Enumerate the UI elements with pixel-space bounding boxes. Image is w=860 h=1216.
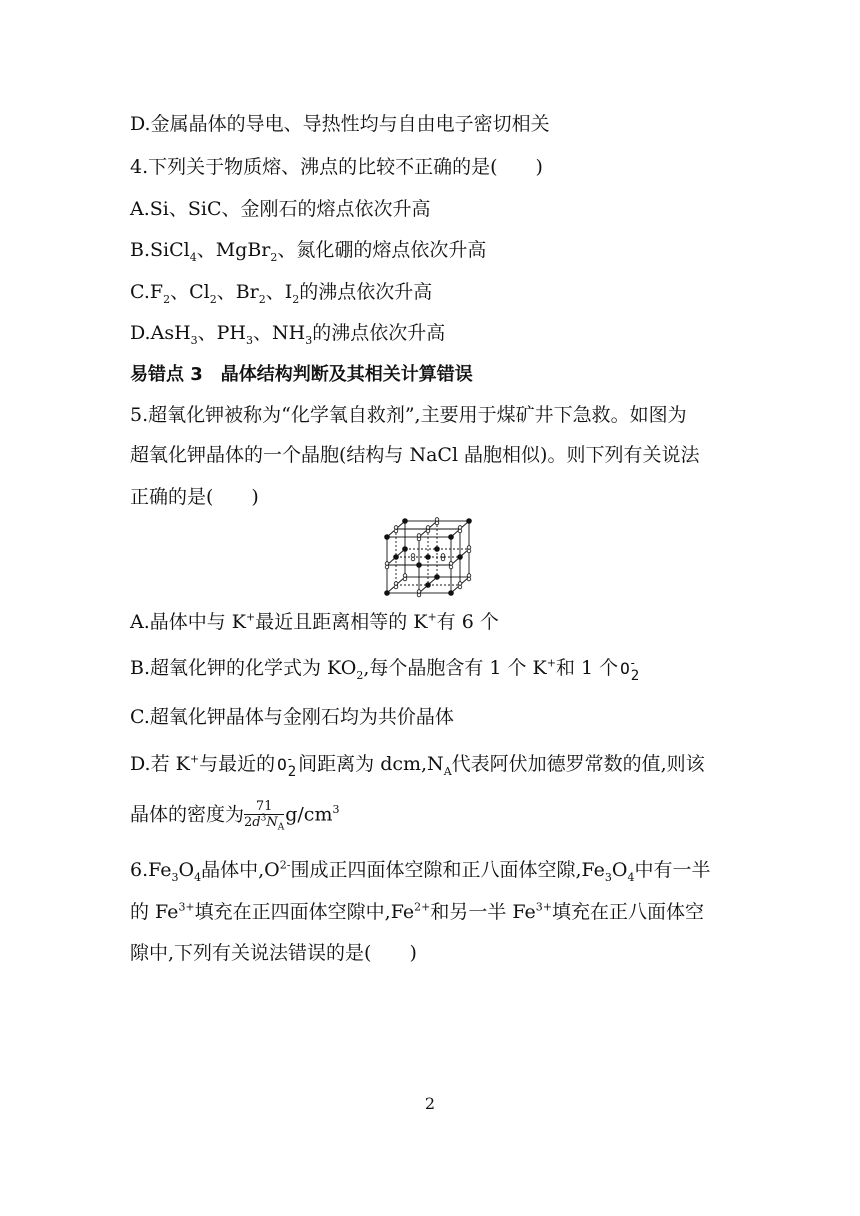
- subscript: 2: [292, 292, 300, 306]
- fraction-denominator: [244, 815, 284, 831]
- subscript: 3: [190, 333, 198, 347]
- text: 和 1 个: [555, 657, 619, 679]
- text: 的沸点依次升高: [299, 281, 433, 303]
- heading-text: 易错点 3 晶体结构判断及其相关计算错误: [130, 364, 473, 385]
- subscript: 4: [194, 870, 202, 884]
- question-6-line-3: [130, 941, 417, 965]
- text: C.超氧化钾晶体与金刚石均为共价晶体: [130, 706, 454, 728]
- ion-symbol: O: [620, 659, 630, 678]
- section-heading: [130, 363, 473, 387]
- question-4: [130, 155, 543, 179]
- text: 、MgBr: [196, 239, 271, 261]
- den-exponent: 3: [260, 813, 267, 824]
- option-c-q5: [130, 705, 454, 729]
- text: D.若 K: [130, 753, 190, 775]
- text: O: [611, 859, 628, 881]
- text: 隙中,下列有关说法错误的是( ): [130, 942, 417, 964]
- ion-symbol: O: [277, 755, 287, 774]
- text: A.Si、SiC、金刚石的熔点依次升高: [130, 198, 431, 220]
- option-a-q5: [130, 610, 499, 634]
- text: 填充在正八面体空: [551, 901, 704, 923]
- question-5-line-3: [130, 485, 259, 509]
- subscript: 3: [305, 333, 313, 347]
- question-6-line-2: [130, 900, 704, 924]
- text: B.SiCl: [130, 239, 190, 261]
- option-c-q4: [130, 280, 432, 304]
- superscript: 3+: [178, 900, 195, 914]
- text: ,每个晶胞含有 1 个 K: [363, 657, 547, 679]
- subscript: 3: [171, 870, 179, 884]
- text: 晶体中,O: [201, 859, 280, 881]
- crystal-cell-diagram: [383, 515, 475, 599]
- question-5-line-1: [130, 403, 687, 427]
- superoxide-ion: [620, 657, 639, 682]
- text: 超氧化钾晶体的一个晶胞(结构与 NaCl 晶胞相似)。则下列有关说法: [130, 444, 700, 466]
- text: 和另一半 Fe: [430, 901, 536, 923]
- subscript: 4: [189, 250, 197, 264]
- page-number: 2: [424, 1094, 436, 1113]
- text: C.F: [130, 281, 164, 303]
- text: 、PH: [197, 322, 246, 344]
- text: D.金属晶体的导电、导热性均与自由电子密切相关: [130, 113, 550, 135]
- text: 的沸点依次升高: [312, 322, 446, 344]
- text: B.超氧化钾的化学式为 KO: [130, 657, 357, 679]
- text: A.晶体中与 K: [130, 611, 246, 633]
- text: 4.下列关于物质熔、沸点的比较不正确的是( ): [130, 156, 543, 178]
- text: 的 Fe: [130, 901, 179, 923]
- text: 正确的是( ): [130, 486, 259, 508]
- option-d-q4: [130, 321, 445, 345]
- superscript: 2+: [414, 900, 431, 914]
- text: 5.超氧化钾被称为“化学氧自救剂”,主要用于煤矿井下急救。如图为: [130, 404, 687, 426]
- superscript: 3: [332, 803, 340, 817]
- subscript: 2: [258, 292, 266, 306]
- text: 围成正四面体空隙和正八面体空隙,Fe: [290, 859, 605, 881]
- den-subscript: A: [277, 822, 285, 833]
- subscript: 2: [270, 250, 278, 264]
- subscript: 4: [627, 870, 635, 884]
- text: 填充在正四面体空隙中,Fe: [194, 901, 415, 923]
- text: 6.Fe: [130, 859, 172, 881]
- question-6-line-1: [130, 858, 710, 882]
- text: 、I: [265, 281, 293, 303]
- subscript: 3: [604, 870, 612, 884]
- subscript: 3: [246, 333, 253, 347]
- superscript: +: [427, 610, 437, 624]
- text: 、NH: [253, 322, 306, 344]
- text: D.AsH: [130, 322, 191, 344]
- option-d-q5-line-1: [130, 752, 705, 778]
- text: g/cm: [285, 803, 333, 826]
- text: 、氮化硼的熔点依次升高: [277, 239, 487, 261]
- text: 间距离为 dcm,N: [298, 753, 444, 775]
- density-fraction: [244, 800, 284, 831]
- subscript: A: [443, 764, 452, 778]
- ion-subscript: 2: [630, 668, 640, 684]
- superscript: +: [546, 656, 556, 670]
- text: 中有一半: [634, 859, 711, 881]
- option-a-q4: [130, 197, 431, 221]
- option-d-q3: [130, 112, 550, 136]
- ion-charge: -: [286, 752, 294, 766]
- text: 最近且距离相等的 K: [255, 611, 428, 633]
- den-part: N: [266, 815, 278, 830]
- subscript: 2: [356, 668, 364, 682]
- question-5-line-2: [130, 443, 699, 467]
- text: 晶体的密度为: [130, 803, 245, 826]
- superscript: 2-: [279, 858, 291, 872]
- ion-subscript: 2: [287, 764, 297, 780]
- text: 、Cl: [170, 281, 210, 303]
- subscript: 2: [163, 292, 171, 306]
- text: 、Br: [216, 281, 259, 303]
- superoxide-ion: [277, 753, 296, 778]
- superscript: +: [246, 610, 256, 624]
- option-b-q4: [130, 238, 486, 262]
- ion-charge: -: [629, 656, 637, 670]
- subscript: 2: [209, 292, 217, 306]
- option-b-q5: [130, 656, 641, 682]
- superscript: +: [189, 752, 200, 766]
- text: O: [178, 859, 195, 881]
- text: 代表阿伏加德罗常数的值,则该: [451, 753, 705, 775]
- option-d-q5-line-2: [130, 800, 339, 831]
- superscript: 3+: [535, 900, 552, 914]
- den-part: d: [252, 815, 261, 830]
- text: 与最近的: [199, 753, 276, 775]
- fraction-numerator: 71: [244, 800, 284, 815]
- text: 有 6 个: [436, 611, 499, 633]
- den-part: 2: [244, 815, 253, 830]
